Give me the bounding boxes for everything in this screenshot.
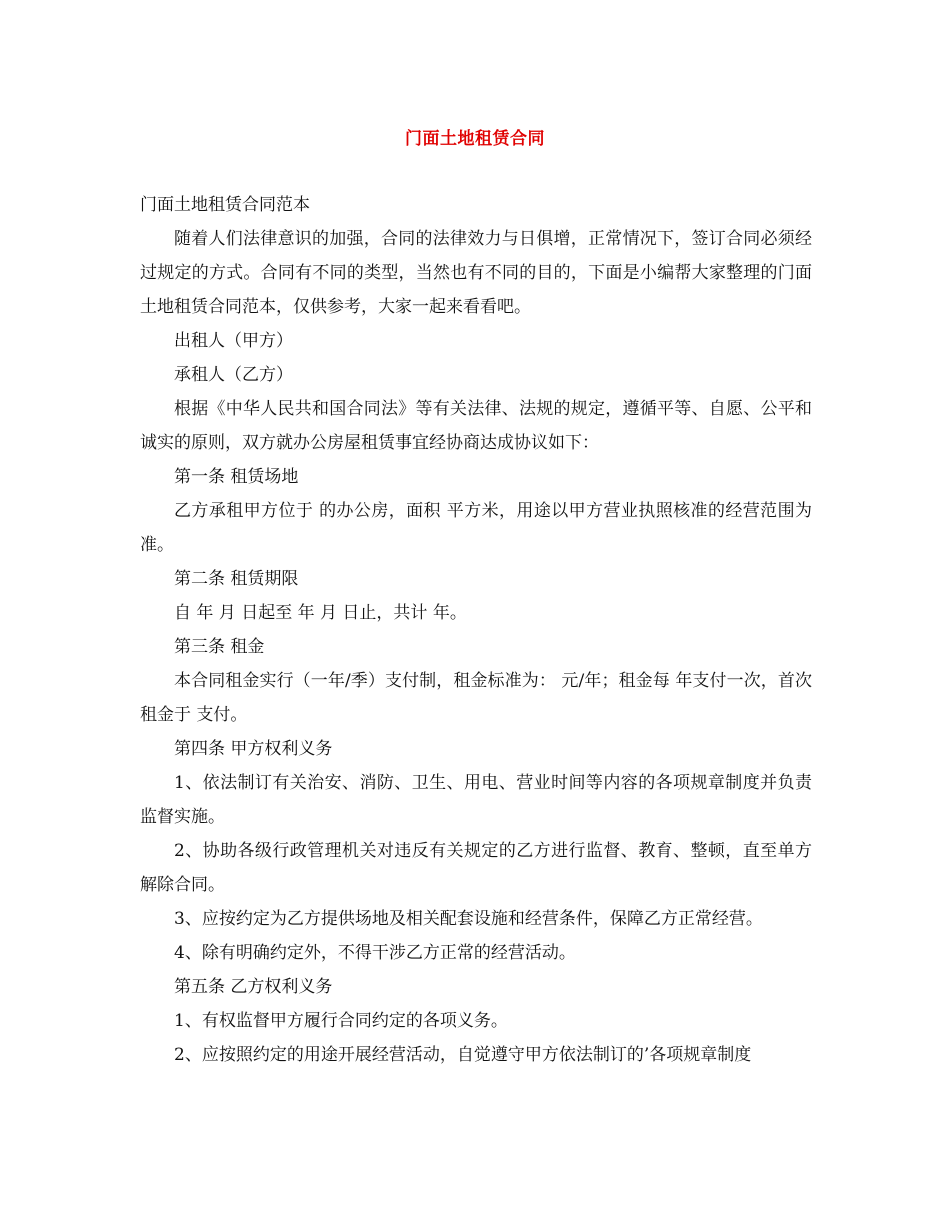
article-4-item-4: 4、除有明确约定外，不得干涉乙方正常的经营活动。 <box>174 943 576 963</box>
article-4-item-2: 2、协助各级行政管理机关对违反有关规定的乙方进行监督、教育、整顿，直至单方解除合同。 <box>140 841 812 895</box>
subtitle-paragraph: 门面土地租赁合同范本 <box>140 195 310 215</box>
article-3-text: 本合同租金实行（一年/季）支付制，租金标准为： 元/年；租金每 年支付一次，首次租金于 支付。 <box>140 671 812 725</box>
document-title: 门面土地租赁合同 <box>405 129 545 149</box>
article-4-item-3: 3、应按约定为乙方提供场地及相关配套设施和经营条件，保障乙方正常经营。 <box>174 909 763 929</box>
article-5-item-1: 1、有权监督甲方履行合同约定的各项义务。 <box>174 1011 508 1031</box>
article-5-heading: 第五条 乙方权利义务 <box>174 977 333 997</box>
document-body <box>140 188 812 1072</box>
article-4-heading: 第四条 甲方权利义务 <box>174 739 333 759</box>
article-1-heading: 第一条 租赁场地 <box>174 467 299 487</box>
article-1-text: 乙方承租甲方位于 的办公房，面积 平方米，用途以甲方营业执照核准的经营范围为准。 <box>140 501 812 555</box>
article-2-heading: 第二条 租赁期限 <box>174 569 299 589</box>
article-4-item-1: 1、依法制订有关治安、消防、卫生、用电、营业时间等内容的各项规章制度并负责监督实施。 <box>140 773 812 827</box>
lessor-line: 出租人（甲方） <box>174 331 293 351</box>
lessee-line: 承租人（乙方） <box>174 365 293 385</box>
article-5-item-2: 2、应按照约定的用途开展经营活动，自觉遵守甲方依法制订的’各项规章制度 <box>174 1045 752 1065</box>
preamble-paragraph: 根据《中华人民共和国合同法》等有关法律、法规的规定，遵循平等、自愿、公平和诚实的原则，双方就办公房屋租赁事宜经协商达成协议如下： <box>140 399 812 453</box>
intro-paragraph: 随着人们法律意识的加强，合同的法律效力与日俱增，正常情况下，签订合同必须经过规定的方式。合同有不同的类型，当然也有不同的目的，下面是小编帮大家整理的门面土地租赁合同范本，仅供参考，大家一起来看看吧。 <box>140 229 812 317</box>
article-3-heading: 第三条 租金 <box>174 637 265 657</box>
article-2-text: 自 年 月 日起至 年 月 日止，共计 年。 <box>174 603 467 623</box>
